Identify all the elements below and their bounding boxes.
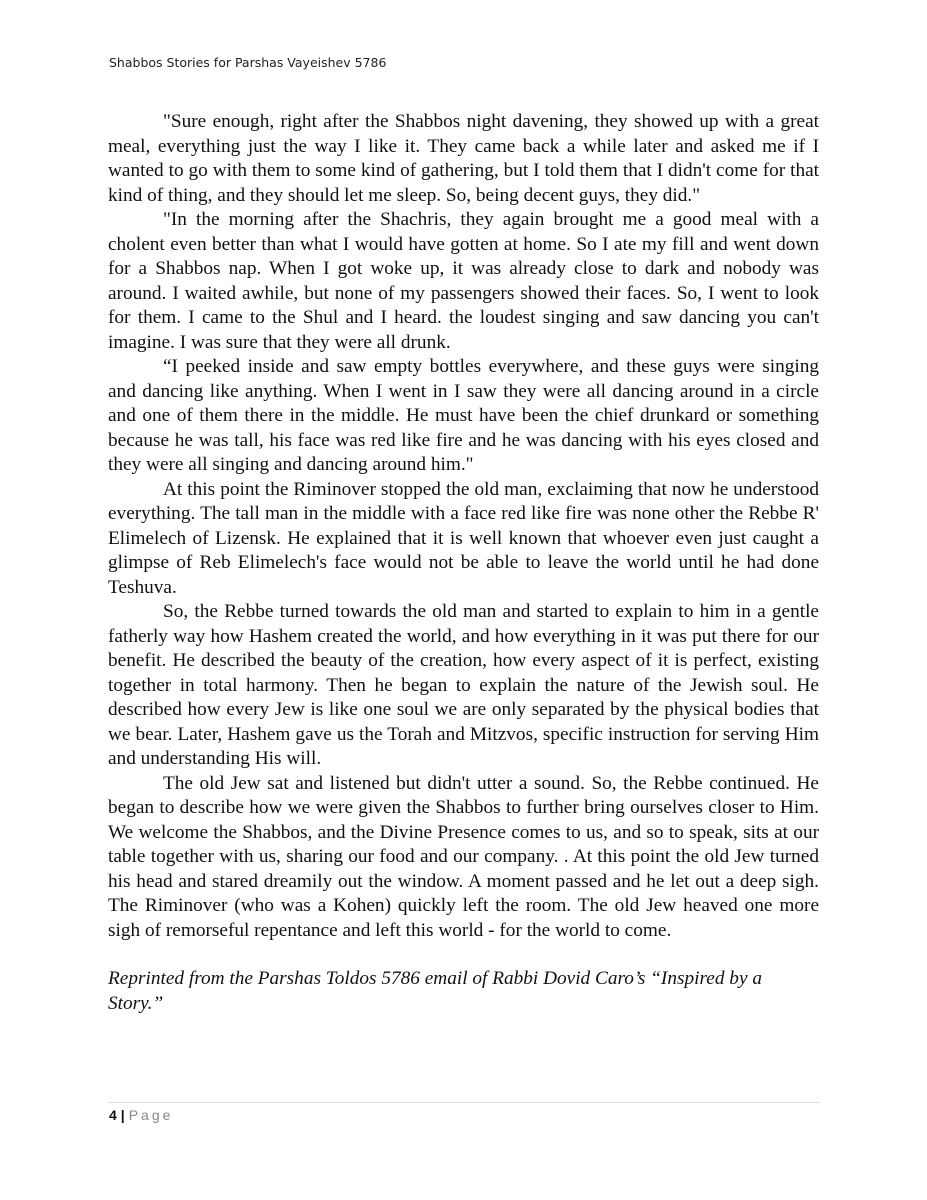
paragraph: "In the morning after the Shachris, they again brought me a good meal with a cholent even better than what I would have gotten at home. So I ate my fill and went down for a Shabbos nap. When I got woke up, it was already close to dark and nobody was around. I waited awhile, but none of my passengers showed their faces. So, I went to look for them. I came to the Shul and I heard. the loudest singing and saw dancing you can't imagine. I was sure that they were all drunk. <box>108 209 819 353</box>
paragraph: "Sure enough, right after the Shabbos night davening, they showed up with a great meal, everything just the way I like it. They came back a while later and asked me if I wanted to go with them to some kind of gathering, but I told them that I didn't come for that kind of thing, and they should let me sleep. So, being decent guys, they did." <box>108 111 819 206</box>
page-number: 4 <box>109 1107 117 1123</box>
page-label: Page <box>128 1107 174 1123</box>
footer-divider <box>108 1102 820 1103</box>
document-body <box>108 110 819 1016</box>
page-footer <box>109 1107 173 1123</box>
page-header: Shabbos Stories for Parshas Vayeishev 5786 <box>109 55 387 70</box>
paragraph: So, the Rebbe turned towards the old man and started to explain to him in a gentle fatherly way how Hashem created the world, and how everything in it was put there for our benefit. He described the beauty of the creation, how every aspect of it is perfect, existing together in total harmony. Then he began to explain the nature of the Jewish soul. He described how every Jew is like one soul we are only separated by the physical bodies that we bear. Later, Hashem gave us the Torah and Mitzvos, specific instruction for serving Him and understanding His will. <box>108 601 819 769</box>
paragraph: “I peeked inside and saw empty bottles everywhere, and these guys were singing and dancing like anything. When I went in I saw they were all dancing around in a circle and one of them there in the middle. He must have been the chief drunkard or something because he was tall, his face was red like fire and he was dancing with his eyes closed and they were all singing and dancing around him." <box>108 356 819 475</box>
paragraph: The old Jew sat and listened but didn't utter a sound. So, the Rebbe continued. He began to describe how we were given the Shabbos to further bring ourselves closer to Him. We welcome the Shabbos, and the Divine Presence comes to us, and so to speak, sits at our table together with us, sharing our food and our company. . At this point the old Jew turned his head and stared dreamily out the window. A moment passed and he let out a deep sigh. The Riminover (who was a Kohen) quickly left the room. The old Jew heaved one more sigh of remorseful repentance and left this world - for the world to come. <box>108 772 819 941</box>
footer-separator: | <box>120 1107 125 1123</box>
reprint-note: Reprinted from the Parshas Toldos 5786 email of Rabbi Dovid Caro’s “Inspired by a Story.” <box>108 968 762 1014</box>
paragraph: At this point the Riminover stopped the old man, exclaiming that now he understood everything. The tall man in the middle with a face red like fire was none other the Rebbe R' Elimelech of Lizensk. He explained that it is well known that whoever even just caught a glimpse of Reb Elimelech's face would not be able to leave the world until he had done Teshuva. <box>108 478 819 598</box>
